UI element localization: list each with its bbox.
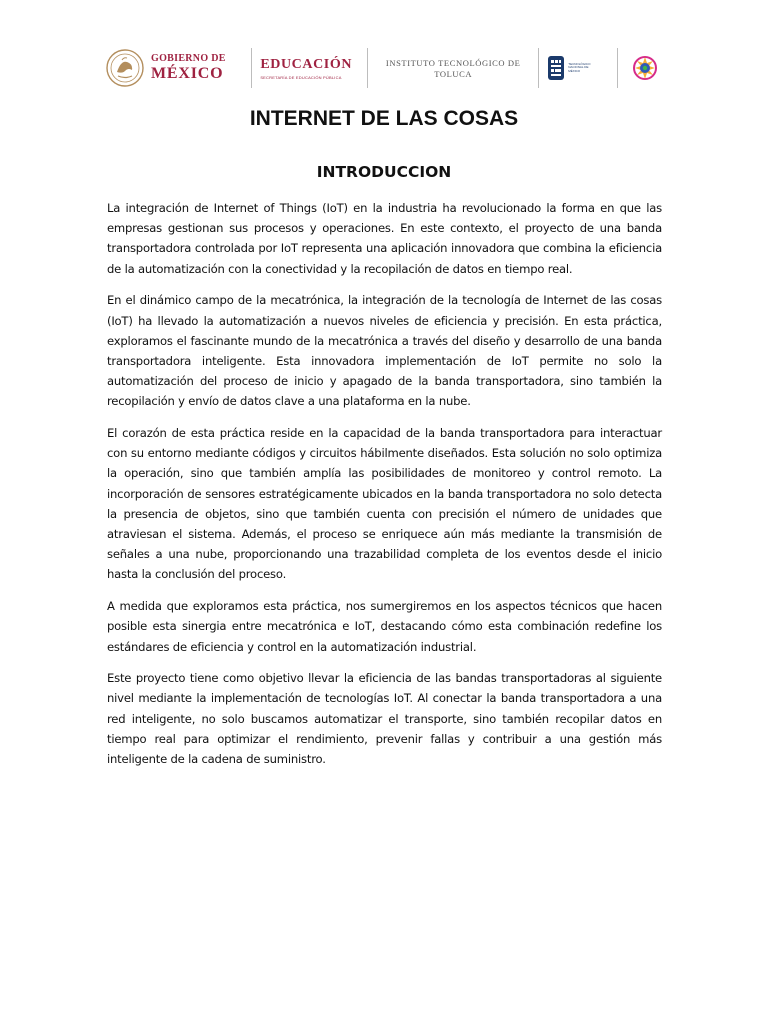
gobierno-line2: MÉXICO bbox=[151, 65, 224, 82]
paragraph: A medida que exploramos esta práctica, nos sumergiremos en los aspectos técnicos que hacen posible esta sinergia entre mecatrónica e IoT, destacando cómo esta combinación redefine los estándares de eficiencia y control en la automatización industrial. bbox=[107, 599, 662, 654]
paragraph: La integración de Internet of Things (IoT) en la industria ha revolucionado la forma en que las empresas gestionan sus procesos y operaciones. En este contexto, el proyecto de una banda transportadora controlada por IoT representa una aplicación innovadora que combina la eficiencia de la automatización con la conectividad y la recopilación de datos en tiempo real. bbox=[107, 201, 662, 276]
section-heading: INTRODUCCION bbox=[316, 163, 452, 181]
gobierno-line1: GOBIERNO DE bbox=[151, 53, 226, 64]
logo-divider bbox=[367, 48, 368, 88]
paragraph: En el dinámico campo de la mecatrónica, la integración de la tecnología de Internet de las cosas (IoT) ha llevado la automatización a nuevos niveles de eficiencia y precisión. En esta práctica, exploramos el fascinante mundo de la mecatrónica a través del diseño y desarrollo de una banda transportadora inteligente. Esta innovadora implementación de IoT permite no solo la automatización del proceso de inicio y apagado de la banda transportadora, sino también la recopilación y envío de datos clave a una plataforma en la nube. bbox=[107, 293, 662, 409]
gobierno-de-mexico-logo bbox=[105, 44, 243, 92]
eagle-emblem-icon bbox=[105, 48, 145, 88]
document-body bbox=[107, 198, 662, 781]
instituto-line1: INSTITUTO TECNOLÓGICO DE bbox=[385, 57, 521, 68]
tecnm-caption: TECNOLÓGICO NACIONAL DE MÉXICO bbox=[568, 61, 591, 73]
logo-divider bbox=[251, 48, 252, 88]
itt-emblem-logo bbox=[625, 44, 665, 92]
institute-emblem-icon bbox=[632, 55, 658, 81]
logo-divider bbox=[538, 48, 539, 88]
educacion-logo bbox=[260, 44, 359, 92]
paragraph: El corazón de esta práctica reside en la capacidad de la banda transportadora para interactuar con su entorno mediante códigos y circuitos hábilmente diseñados. Esta solución no solo optimiza la operación, sino que también amplía las posibilidades de monitoreo y control remoto. La incorporación de sensores estratégicamente ubicados en la banda transportadora no solo detecta la presencia de objetos, sino que también cuenta con precisión el número de unidades que atraviesan el sistema. Además, el proceso se enriquece aún más mediante la transmisión de señales a una nube, proporcionando una trazabilidad completa de los eventos desde el inicio hasta la conclusión del proceso. bbox=[107, 426, 662, 582]
educacion-line1: EDUCACIÓN bbox=[260, 56, 353, 72]
page-title: INTERNET DE LAS COSAS bbox=[249, 107, 519, 130]
header-logos bbox=[105, 44, 665, 92]
instituto-line2: TOLUCA bbox=[434, 68, 473, 79]
paragraph: Este proyecto tiene como objetivo llevar la eficiencia de las bandas transportadoras al siguiente nivel mediante la implementación de tecnologías IoT. Al conectar la banda transportadora a una red inteligente, no solo buscamos automatizar el transporte, sino también recopilar datos en tiempo real para optimizar el rendimiento, prevenir fallas y contribuir a una gestión más inteligente de la cadena de suministro. bbox=[107, 671, 662, 767]
tecnm-logo bbox=[547, 44, 608, 92]
educacion-line2: SECRETARÍA DE EDUCACIÓN PÚBLICA bbox=[260, 74, 342, 80]
instituto-tecnologico-logo bbox=[376, 44, 530, 92]
tecnm-emblem-icon bbox=[547, 54, 565, 82]
logo-divider bbox=[617, 48, 618, 88]
